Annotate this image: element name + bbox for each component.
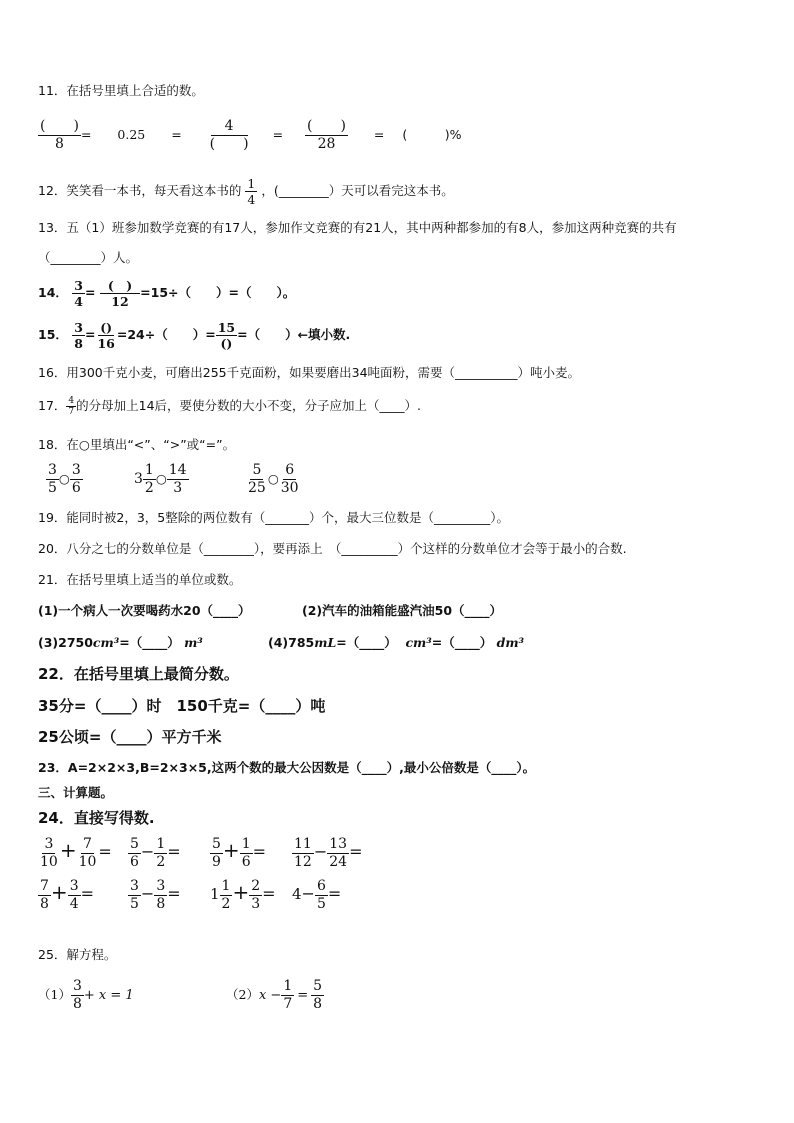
fraction xyxy=(292,836,314,871)
value: (4)785 xyxy=(268,635,315,650)
fraction xyxy=(38,836,60,871)
blank: =（____） xyxy=(119,635,180,650)
q25-stem: 25．解方程。 xyxy=(38,947,117,962)
blank: =（____） xyxy=(431,635,493,650)
section-title: 三、计算题。 xyxy=(38,785,114,800)
denominator: 6 xyxy=(71,480,81,496)
q25-equation-2 xyxy=(226,978,324,1013)
q12-text-before: 12．笑笑看一本书，每天看这本书的 xyxy=(38,183,242,198)
numerator: 3 xyxy=(156,878,166,894)
denominator: 8 xyxy=(72,996,82,1012)
fraction xyxy=(240,836,253,871)
fraction xyxy=(154,878,167,913)
q25-equation-1 xyxy=(38,978,134,1013)
expression xyxy=(292,836,382,871)
denominator: 2 xyxy=(221,896,231,912)
numerator: 4 xyxy=(68,396,75,406)
q15-label: 15． xyxy=(38,327,68,342)
numerator: 7 xyxy=(40,878,49,894)
q24-row-1 xyxy=(38,836,382,871)
q11-equation xyxy=(38,118,462,153)
numerator: 6 xyxy=(285,462,295,478)
blank: =（____） xyxy=(336,635,397,650)
operator: − xyxy=(313,842,328,861)
operator: + xyxy=(50,880,68,904)
fraction xyxy=(46,462,59,497)
q12-text-after: ，(________）天可以看完这本书。 xyxy=(261,183,454,198)
numerator: 11 xyxy=(294,836,312,852)
unit: cm³ xyxy=(405,635,432,650)
fraction xyxy=(71,978,84,1013)
denominator: 4 xyxy=(247,192,256,207)
q11-stem: 11．在括号里填上合适的数。 xyxy=(38,83,204,98)
denominator: 8 xyxy=(40,896,49,912)
denominator: 12 xyxy=(294,854,312,870)
numerator: 6 xyxy=(316,878,326,894)
fraction xyxy=(311,978,324,1013)
q12-line xyxy=(38,176,454,207)
equals-sign: = xyxy=(167,884,181,903)
numerator: 3 xyxy=(69,878,79,894)
fraction xyxy=(68,878,81,913)
numerator: 1 xyxy=(241,836,251,852)
unit: m³ xyxy=(184,635,203,650)
numerator: 1 xyxy=(247,176,256,191)
equals-sign: = xyxy=(252,842,267,861)
numerator: 3 xyxy=(48,462,57,478)
compare-circle: ○ xyxy=(267,471,279,486)
q11-fraction-3 xyxy=(305,118,348,153)
equals-sign: = xyxy=(98,842,112,861)
fraction xyxy=(154,836,167,871)
q12-fraction xyxy=(245,176,257,207)
denominator: 25 xyxy=(248,480,266,496)
equals-sign: = xyxy=(272,127,284,142)
fraction xyxy=(220,878,233,913)
denominator: 2 xyxy=(156,854,166,870)
q15-rest: =（ ）←填小数. xyxy=(237,327,351,342)
equals-sign: = xyxy=(171,127,182,142)
numerator: 3 xyxy=(44,836,54,852)
q11-fraction-1 xyxy=(38,118,81,153)
numerator: 2 xyxy=(251,878,261,894)
denominator: 10 xyxy=(40,854,58,870)
compare-circle: ○ xyxy=(155,471,167,486)
q21-part-2: (2)汽车的油箱能盛汽油50（____） xyxy=(302,603,503,618)
denominator: 6 xyxy=(241,854,251,870)
denominator: 5 xyxy=(316,896,326,912)
q17-line xyxy=(38,396,421,417)
numerator: 7 xyxy=(83,836,92,852)
equals-sign: = xyxy=(262,884,276,903)
equals-sign: = xyxy=(80,884,95,903)
q21-stem: 21．在括号里填上适当的单位或数。 xyxy=(38,572,242,587)
q14-fraction-1 xyxy=(72,278,85,309)
fraction xyxy=(167,462,189,497)
operator: + xyxy=(232,880,250,904)
q14-line xyxy=(38,278,295,309)
value: (3)2750 xyxy=(38,635,93,650)
equals-sign: = xyxy=(373,127,385,142)
denominator: () xyxy=(220,336,233,351)
q21-part-1: (1)一个病人一次要喝药水20（____） xyxy=(38,603,251,618)
equals-sign: = xyxy=(297,988,309,1003)
equals-sign: = xyxy=(349,842,363,861)
operator: − xyxy=(140,842,155,861)
fraction xyxy=(128,836,141,871)
numerator: 5 xyxy=(212,836,221,852)
compare-circle: ○ xyxy=(58,471,70,486)
operator: − xyxy=(140,884,155,903)
numerator: 5 xyxy=(130,836,139,852)
unit: dm³ xyxy=(496,635,525,650)
q21-part-3 xyxy=(38,634,203,652)
denominator: 24 xyxy=(329,854,348,870)
fraction xyxy=(77,836,99,871)
whole-number: 3 xyxy=(134,471,143,487)
numerator: 5 xyxy=(252,462,262,478)
q21-part-4 xyxy=(268,634,524,652)
q16-line: 16．用300千克小麦，可磨出255千克面粉，如果要磨出34吨面粉，需要（__________）吨小麦。 xyxy=(38,365,581,380)
q13-line-2: （________）人。 xyxy=(38,250,139,265)
q20-line: 20．八分之七的分数单位是（________），要再添上 （_________）个这样的分数单位才会等于最小的合数. xyxy=(38,541,627,556)
fraction xyxy=(143,462,156,497)
denominator: 8 xyxy=(74,336,83,351)
denominator: 30 xyxy=(280,480,299,496)
q19-line: 19．能同时被2，3，5整除的两位数有（_______）个，最大三位数是（_________）。 xyxy=(38,510,510,525)
q14-rest: =15÷（ ）=（ ）。 xyxy=(140,285,296,300)
denominator: 5 xyxy=(48,480,57,496)
equals-sign: = xyxy=(80,127,92,142)
fraction xyxy=(327,836,349,871)
numerator: 1 xyxy=(144,462,154,478)
expression xyxy=(292,878,382,913)
q17-text: 的分母加上14后，要使分数的大小不变，分子应加上（____）. xyxy=(76,398,422,413)
expression xyxy=(128,878,210,913)
denominator: 3 xyxy=(251,896,261,912)
denominator: 7 xyxy=(283,996,293,1012)
equals-sign: = xyxy=(167,842,181,861)
q15-fraction-3 xyxy=(216,320,237,351)
equation-label: （2） xyxy=(226,987,259,1002)
numerator: 1 xyxy=(156,836,166,852)
equation-label: （1） xyxy=(38,987,71,1002)
q15-middle: =24÷（ ）= xyxy=(116,327,216,342)
expression xyxy=(38,878,128,913)
expression xyxy=(210,878,292,913)
numerator: 15 xyxy=(217,320,236,335)
denominator: 9 xyxy=(212,854,221,870)
whole-number: 1 xyxy=(210,885,220,903)
fraction xyxy=(70,462,83,497)
q11-percent-blank: ( )% xyxy=(402,127,462,142)
q18-compare-3 xyxy=(246,462,301,497)
expression xyxy=(38,836,128,871)
operator: − xyxy=(301,884,315,903)
denominator: 4 xyxy=(74,294,83,309)
fraction xyxy=(128,878,141,913)
fraction xyxy=(281,978,294,1013)
fraction xyxy=(279,462,301,497)
q11-decimal: 0.25 xyxy=(117,127,146,142)
numerator: () xyxy=(100,320,113,335)
expression xyxy=(128,836,210,871)
q23-line: 23．A=2×2×3,B=2×3×5,这两个数的最大公因数是（____）,最小公倍数是（____）。 xyxy=(38,760,536,775)
q15-fraction-1 xyxy=(72,320,85,351)
q14-label: 14． xyxy=(38,285,68,300)
denominator: 3 xyxy=(173,480,183,496)
numerator: 1 xyxy=(221,878,231,894)
denominator: ( ) xyxy=(209,136,249,152)
denominator: 8 xyxy=(156,896,166,912)
numerator: 3 xyxy=(74,320,83,335)
denominator: 6 xyxy=(130,854,139,870)
denominator: 12 xyxy=(111,294,129,309)
numerator: 5 xyxy=(313,978,323,994)
fraction xyxy=(315,878,328,913)
q11-fraction-2 xyxy=(208,118,251,153)
q13-line-1: 13．五（1）班参加数学竞赛的有17人，参加作文竞赛的有21人，其中两种都参加的有8人，参加这两种竞赛的共有 xyxy=(38,220,677,235)
equation-rest: + x = 1 xyxy=(83,988,134,1003)
whole-number: 4 xyxy=(292,885,302,903)
q15-line xyxy=(38,320,350,351)
q24-row-2 xyxy=(38,878,382,913)
denominator: 4 xyxy=(69,896,79,912)
fraction xyxy=(249,878,262,913)
operator: + xyxy=(222,838,240,862)
denominator: 28 xyxy=(317,136,336,152)
q14-fraction-2 xyxy=(100,278,140,309)
q15-fraction-2 xyxy=(95,320,116,351)
q17-label: 17． xyxy=(38,398,67,413)
numerator: 3 xyxy=(74,278,83,293)
equals-sign: = xyxy=(84,327,96,342)
q22-stem: 22．在括号里填上最简分数。 xyxy=(38,665,239,683)
numerator: 1 xyxy=(283,978,293,994)
denominator: 10 xyxy=(78,854,97,870)
denominator: 5 xyxy=(130,896,139,912)
equals-sign: = xyxy=(84,285,96,300)
numerator: ( ) xyxy=(40,118,79,134)
numerator: ( ) xyxy=(307,118,346,134)
fraction xyxy=(38,878,51,913)
fraction xyxy=(246,462,268,497)
numerator: ( ) xyxy=(100,278,140,294)
expression xyxy=(210,836,292,871)
numerator: 3 xyxy=(130,878,139,894)
q18-stem: 18．在○里填出“<”、“>”或“=”。 xyxy=(38,437,236,452)
equation-lead: x − xyxy=(258,988,282,1003)
q18-compare-1 xyxy=(46,462,83,497)
q22-line-2: 25公顷=（____）平方千米 xyxy=(38,728,222,746)
q22-line-1: 35分=（____）时 150千克=（____）吨 xyxy=(38,697,326,715)
q18-compare-2 xyxy=(134,462,189,497)
numerator: 13 xyxy=(329,836,348,852)
unit: mL xyxy=(314,635,337,650)
fraction xyxy=(210,836,223,871)
denominator: 8 xyxy=(55,136,64,152)
numerator: 14 xyxy=(168,462,187,478)
denominator: 8 xyxy=(313,996,323,1012)
operator: + xyxy=(59,838,77,862)
unit: cm³ xyxy=(92,635,120,650)
q24-stem: 24．直接写得数. xyxy=(38,809,155,827)
numerator: 4 xyxy=(211,118,248,136)
q17-fraction xyxy=(66,396,76,417)
numerator: 3 xyxy=(71,462,81,478)
denominator: 16 xyxy=(97,336,115,351)
equals-sign: = xyxy=(327,884,342,903)
denominator: 7 xyxy=(68,407,75,417)
denominator: 2 xyxy=(144,480,154,496)
numerator: 3 xyxy=(72,978,82,994)
